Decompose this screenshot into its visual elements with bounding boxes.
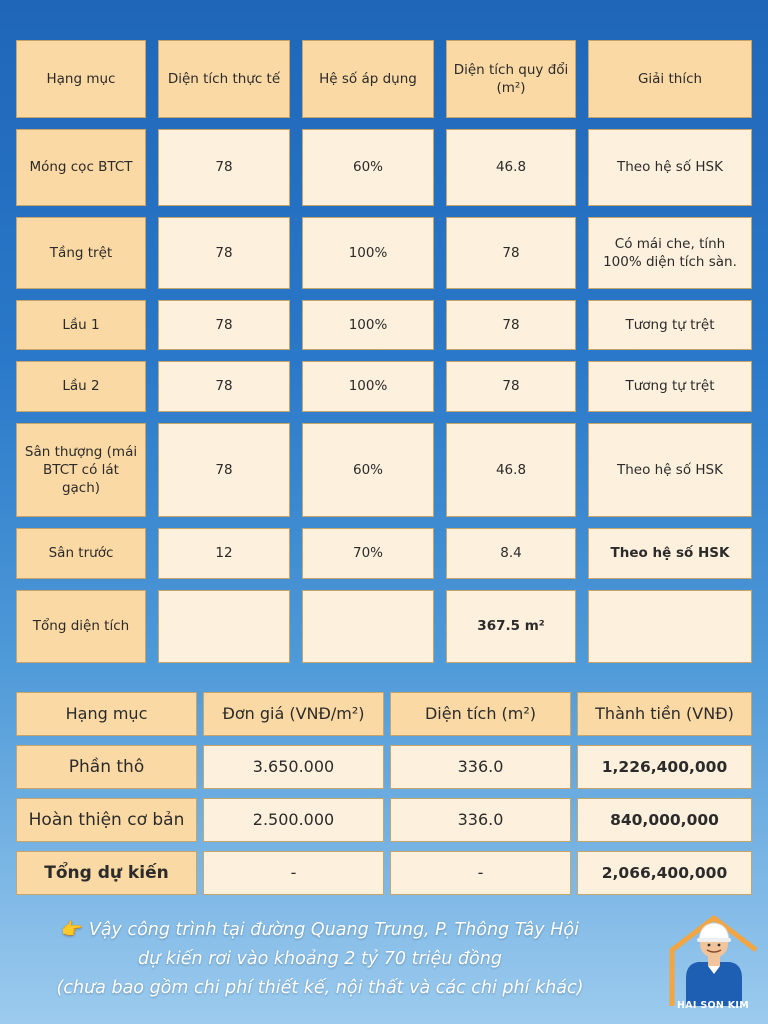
summary-note bbox=[0, 916, 640, 1003]
coefficient-cell: 60% bbox=[302, 129, 434, 206]
converted-area-cell: 46.8 bbox=[446, 129, 576, 206]
total-area-value: 367.5 m² bbox=[446, 590, 576, 663]
actual-area-cell: 78 bbox=[158, 361, 290, 412]
cost-row-label: Phần thô bbox=[16, 745, 197, 789]
pointing-hand-icon: 👉 bbox=[61, 920, 83, 940]
actual-area-cell: 78 bbox=[158, 300, 290, 350]
coefficient-cell: 100% bbox=[302, 361, 434, 412]
row-label: Móng cọc BTCT bbox=[16, 129, 146, 206]
explanation-cell: Theo hệ số HSK bbox=[588, 129, 752, 206]
row-label: Sân thượng (mái BTCT có lát gạch) bbox=[16, 423, 146, 517]
coefficient-cell: 60% bbox=[302, 423, 434, 517]
row-label: Tầng trệt bbox=[16, 217, 146, 289]
row-label: Lầu 2 bbox=[16, 361, 146, 412]
coefficient-cell bbox=[302, 590, 434, 663]
area-cell: 336.0 bbox=[390, 745, 571, 789]
explanation-cell: Tương tự trệt bbox=[588, 300, 752, 350]
converted-area-cell: 78 bbox=[446, 361, 576, 412]
explanation-cell: Theo hệ số HSK bbox=[588, 423, 752, 517]
unit-price-cell: - bbox=[203, 851, 384, 895]
unit-price-cell: 2.500.000 bbox=[203, 798, 384, 842]
converted-area-cell: 46.8 bbox=[446, 423, 576, 517]
logo-label: HAI SON KIM bbox=[677, 1000, 749, 1011]
converted-area-cell: 8.4 bbox=[446, 528, 576, 579]
summary-line-2: dự kiến rơi vào khoảng 2 tỷ 70 triệu đồng bbox=[138, 949, 502, 969]
total-area-label: Tổng diện tích bbox=[16, 590, 146, 663]
cost-table bbox=[16, 692, 752, 895]
estimated-total-label: Tổng dự kiến bbox=[16, 851, 197, 895]
area-cell: 336.0 bbox=[390, 798, 571, 842]
coefficient-cell: 70% bbox=[302, 528, 434, 579]
actual-area-cell: 78 bbox=[158, 423, 290, 517]
cost-row-label: Hoàn thiện cơ bản bbox=[16, 798, 197, 842]
summary-line-1 bbox=[0, 916, 640, 945]
area-header-converted-area: Diện tích quy đổi (m²) bbox=[446, 40, 576, 118]
estimated-total-amount: 2,066,400,000 bbox=[577, 851, 752, 895]
amount-cell: 840,000,000 bbox=[577, 798, 752, 842]
cost-header-category: Hạng mục bbox=[16, 692, 197, 736]
coefficient-cell: 100% bbox=[302, 217, 434, 289]
explanation-cell: Có mái che, tính 100% diện tích sàn. bbox=[588, 217, 752, 289]
summary-line-3: (chưa bao gồm chi phí thiết kế, nội thất và các chi phí khác) bbox=[56, 978, 584, 998]
actual-area-cell: 78 bbox=[158, 129, 290, 206]
area-header-actual-area: Diện tích thực tế bbox=[158, 40, 290, 118]
area-header-category: Hạng mục bbox=[16, 40, 146, 118]
cost-header-amount: Thành tiền (VNĐ) bbox=[577, 692, 752, 736]
cost-header-area: Diện tích (m²) bbox=[390, 692, 571, 736]
actual-area-cell bbox=[158, 590, 290, 663]
cost-header-unit-price: Đơn giá (VNĐ/m²) bbox=[203, 692, 384, 736]
area-table bbox=[16, 40, 752, 663]
converted-area-cell: 78 bbox=[446, 217, 576, 289]
area-header-coefficient: Hệ số áp dụng bbox=[302, 40, 434, 118]
unit-price-cell: 3.650.000 bbox=[203, 745, 384, 789]
summary-text-1: Vậy công trình tại đường Quang Trung, P. Thông Tây Hội bbox=[88, 920, 579, 940]
coefficient-cell: 100% bbox=[302, 300, 434, 350]
explanation-cell: Theo hệ số HSK bbox=[588, 528, 752, 579]
explanation-cell bbox=[588, 590, 752, 663]
area-header-explanation: Giải thích bbox=[588, 40, 752, 118]
row-label: Lầu 1 bbox=[16, 300, 146, 350]
amount-cell: 1,226,400,000 bbox=[577, 745, 752, 789]
row-label: Sân trước bbox=[16, 528, 146, 579]
area-cell: - bbox=[390, 851, 571, 895]
actual-area-cell: 78 bbox=[158, 217, 290, 289]
explanation-cell: Tương tự trệt bbox=[588, 361, 752, 412]
converted-area-cell: 78 bbox=[446, 300, 576, 350]
actual-area-cell: 12 bbox=[158, 528, 290, 579]
